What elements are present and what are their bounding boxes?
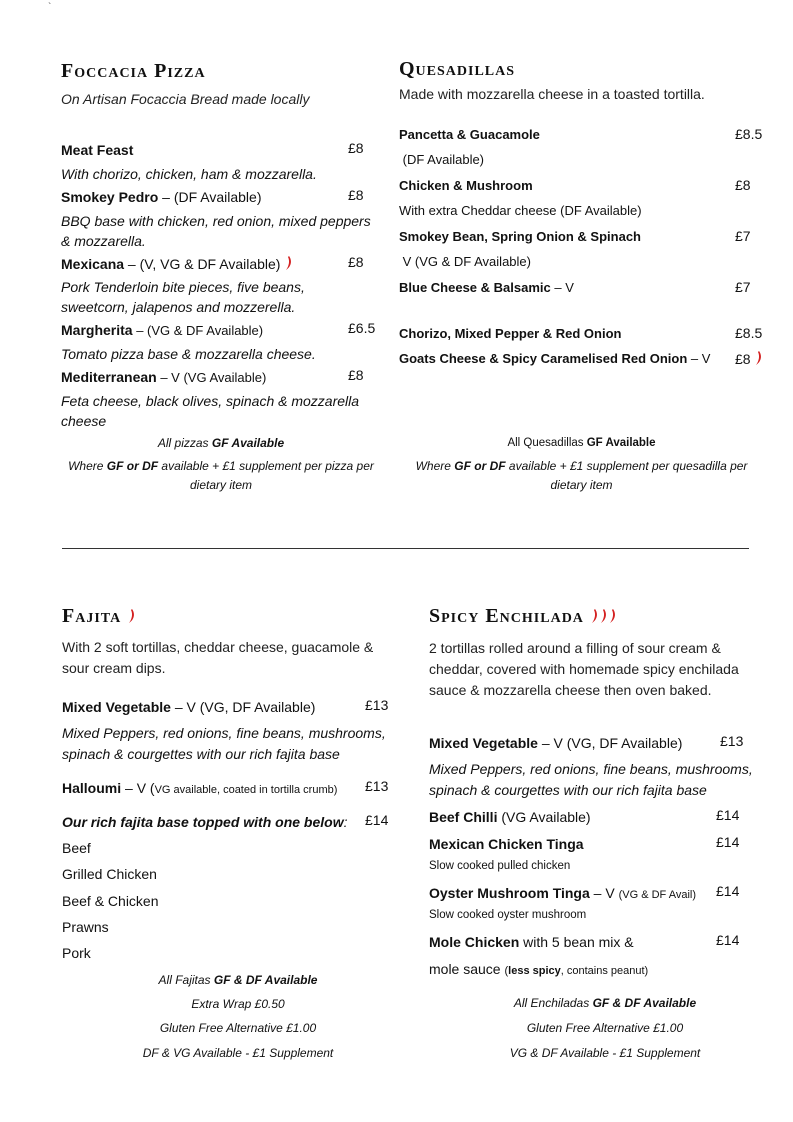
pizza-footer-supplement bbox=[61, 457, 381, 495]
quesadilla-item-name: Chorizo, Mixed Pepper & Red Onion bbox=[399, 326, 622, 341]
enchilada-footer-vg-df: VG & DF Available - £1 Supplement bbox=[509, 1046, 701, 1060]
quesadilla-item-desc: With extra Cheddar cheese (DF Available) bbox=[399, 203, 642, 218]
footer-bold: GF or DF bbox=[454, 459, 506, 473]
enchilada-item-line bbox=[429, 883, 696, 905]
pizza-item-note: – (DF Available) bbox=[158, 189, 262, 205]
pizza-item-desc: Feta cheese, black olives, spinach & mozzarella cheese bbox=[61, 393, 360, 429]
note-bold: less spicy bbox=[508, 965, 561, 977]
pizza-item-line bbox=[61, 254, 293, 274]
quesadilla-item-name: Goats Cheese & Spicy Caramelised Red Onion bbox=[399, 351, 688, 366]
pizza-item-price: £8 bbox=[348, 187, 364, 203]
fajita-subtitle: With 2 soft tortillas, cheddar cheese, guacamole & sour cream dips. bbox=[62, 639, 374, 676]
pizza-item-line bbox=[61, 187, 262, 207]
quesadilla-item-note: – V bbox=[687, 351, 711, 366]
footer-bold: GF Available bbox=[211, 436, 285, 450]
pizza-item-line bbox=[61, 320, 263, 340]
enchilada-footer-gluten-free: Gluten Free Alternative £1.00 bbox=[526, 1021, 684, 1035]
fajita-item-name: Our rich fajita base topped with one below bbox=[62, 814, 344, 830]
fajita-item-note: – V ( bbox=[121, 780, 155, 796]
quesadilla-item-price: £8 bbox=[735, 177, 751, 193]
fajita-title: Fajita bbox=[62, 605, 122, 627]
quesadillas-footer-gf bbox=[399, 435, 764, 451]
pizza-item-name: Margherita bbox=[61, 322, 133, 338]
fajita-item-colon: : bbox=[343, 814, 348, 830]
quesadilla-item-desc: (DF Available) bbox=[399, 152, 485, 167]
footer-bold: GF Available bbox=[586, 437, 656, 449]
footer-text: available + £1 supplement per pizza per dietary item bbox=[158, 459, 374, 492]
fajita-footer-df-vg: DF & VG Available - £1 Supplement bbox=[142, 1046, 334, 1060]
quesadilla-item-price: £7 bbox=[735, 228, 751, 244]
enchilada-item-name: Mexican Chicken Tinga bbox=[429, 836, 584, 852]
pizza-item-line bbox=[61, 367, 266, 387]
enchilada-title: Spicy Enchilada bbox=[429, 605, 584, 627]
fajita-footer-wrap: Extra Wrap £0.50 bbox=[191, 997, 285, 1011]
pizza-item-note: – (VG & DF Available) bbox=[132, 323, 264, 338]
enchilada-item-note: – V (VG, DF Available) bbox=[537, 735, 683, 751]
fajita-item-desc: Mixed Peppers, red onions, fine beans, mushrooms, spinach & courgettes with our rich fajita base bbox=[62, 725, 386, 762]
pizza-item-price: £8 bbox=[348, 367, 364, 383]
quesadillas-title: Quesadillas bbox=[399, 58, 516, 80]
quesadilla-item-price-line bbox=[735, 350, 763, 367]
pizza-item-desc: BBQ base with chicken, red onion, mixed peppers & mozzarella. bbox=[61, 213, 371, 249]
pizza-item-desc: Tomato pizza base & mozzarella cheese. bbox=[61, 346, 316, 362]
quesadilla-item-name: Pancetta & Guacamole bbox=[399, 127, 540, 142]
enchilada-item-line2 bbox=[429, 959, 648, 981]
chili-pepper-icon bbox=[590, 608, 599, 624]
enchilada-item-note: with 5 bean mix & bbox=[519, 934, 634, 950]
pizza-item-note: – (V, VG & DF Available) bbox=[124, 256, 281, 272]
enchilada-item-name: Oyster Mushroom Tinga bbox=[429, 885, 590, 901]
quesadilla-item-price: £8.5 bbox=[735, 325, 763, 341]
fajita-option: Pork bbox=[62, 945, 91, 961]
enchilada-item-text: mole sauce bbox=[429, 961, 505, 977]
quesadilla-item-name: Smokey Bean, Spring Onion & Spinach bbox=[399, 229, 641, 244]
quesadilla-item-price: £8 bbox=[735, 351, 751, 367]
enchilada-item-price: £14 bbox=[716, 883, 740, 899]
enchilada-item-name: Mole Chicken bbox=[429, 934, 520, 950]
footer-bold: GF & DF Available bbox=[592, 996, 697, 1010]
enchilada-item-desc: Slow cooked oyster mushroom bbox=[429, 909, 587, 921]
chili-pepper-icon bbox=[284, 255, 293, 271]
stray-mark: ` bbox=[48, 2, 52, 13]
pizza-item-name: Smokey Pedro bbox=[61, 189, 159, 205]
fajita-item-price: £13 bbox=[365, 697, 389, 713]
footer-text: available + £1 supplement per quesadilla per dietary item bbox=[505, 459, 748, 492]
quesadillas-subtitle: Made with mozzarella cheese in a toasted tortilla. bbox=[399, 86, 705, 102]
quesadillas-footer-supplement bbox=[399, 457, 764, 495]
pizza-footer-gf bbox=[61, 435, 381, 451]
footer-text: All pizzas bbox=[157, 436, 212, 450]
enchilada-title-line bbox=[429, 605, 617, 628]
footer-text: All Enchiladas bbox=[513, 996, 593, 1010]
section-divider bbox=[62, 548, 749, 549]
pizza-subtitle: On Artisan Focaccia Bread made locally bbox=[61, 91, 310, 107]
fajita-footer-gf bbox=[62, 972, 414, 988]
pizza-title: Foccacia Pizza bbox=[61, 60, 206, 82]
footer-bold: GF or DF bbox=[106, 459, 159, 473]
pizza-item-price: £8 bbox=[348, 254, 364, 270]
fajita-item-name: Mixed Vegetable bbox=[62, 699, 171, 715]
pizza-item-price: £8 bbox=[348, 140, 364, 156]
note-text: ( bbox=[504, 965, 509, 977]
enchilada-item-note-small bbox=[504, 965, 648, 977]
fajita-title-line bbox=[62, 605, 136, 628]
chili-pepper-icon bbox=[127, 608, 136, 624]
enchilada-item-name: Beef Chilli bbox=[429, 809, 498, 825]
quesadilla-item-price: £7 bbox=[735, 279, 751, 295]
enchilada-item-price: £14 bbox=[716, 807, 740, 823]
pizza-item-name: Mexicana bbox=[61, 256, 125, 272]
enchilada-item-note: (VG Available) bbox=[497, 809, 591, 825]
fajita-footer-gluten-free: Gluten Free Alternative £1.00 bbox=[159, 1021, 317, 1035]
quesadilla-item-note: – V bbox=[550, 280, 574, 295]
quesadilla-item-line bbox=[399, 350, 710, 368]
quesadilla-item-desc: V (VG & DF Available) bbox=[399, 254, 531, 269]
quesadilla-item-name: Blue Cheese & Balsamic bbox=[399, 280, 551, 295]
fajita-option: Beef & Chicken bbox=[62, 893, 159, 909]
enchilada-item-note-small: (VG & DF Avail) bbox=[618, 889, 697, 901]
quesadilla-item-name: Chicken & Mushroom bbox=[399, 178, 533, 193]
pizza-item-name: Meat Feast bbox=[61, 142, 134, 158]
enchilada-item-desc: Slow cooked pulled chicken bbox=[429, 860, 571, 872]
fajita-item-price: £13 bbox=[365, 778, 389, 794]
enchilada-item-price: £14 bbox=[716, 932, 740, 948]
fajita-item-note: – V (VG, DF Available) bbox=[170, 699, 316, 715]
pizza-item-desc: Pork Tenderloin bite pieces, five beans, sweetcorn, jalapenos and mozzerella. bbox=[61, 279, 305, 315]
footer-text: Where bbox=[68, 459, 107, 473]
pizza-item-price: £6.5 bbox=[348, 320, 376, 336]
enchilada-item-note: – V bbox=[589, 885, 619, 901]
chili-pepper-icon bbox=[599, 608, 608, 624]
footer-text: All Fajitas bbox=[158, 973, 214, 987]
note-text: , contains peanut) bbox=[560, 965, 649, 977]
enchilada-item-name: Mixed Vegetable bbox=[429, 735, 538, 751]
fajita-item-line bbox=[62, 778, 337, 800]
fajita-item-line bbox=[62, 697, 315, 717]
chili-pepper-icon bbox=[754, 350, 763, 366]
fajita-item-name: Halloumi bbox=[62, 780, 122, 796]
quesadilla-item-line bbox=[399, 279, 574, 297]
fajita-item-price: £14 bbox=[365, 812, 389, 828]
enchilada-item-price: £14 bbox=[716, 834, 740, 850]
footer-text: All Quesadillas bbox=[507, 437, 587, 449]
enchilada-item-line bbox=[429, 733, 682, 753]
quesadilla-item-price: £8.5 bbox=[735, 126, 763, 142]
enchilada-footer-gf bbox=[429, 995, 781, 1011]
enchilada-subtitle: 2 tortillas rolled around a filling of sour cream & cheddar, covered with homemade spicy enchilada sauce & mozzarella cheese then oven baked. bbox=[429, 640, 739, 698]
fajita-option: Prawns bbox=[62, 919, 109, 935]
enchilada-item-desc: Mixed Peppers, red onions, fine beans, mushrooms, spinach & courgettes with our rich fajita base bbox=[429, 761, 753, 798]
chili-pepper-icon bbox=[608, 608, 617, 624]
fajita-option: Beef bbox=[62, 840, 91, 856]
pizza-item-name: Mediterranean bbox=[61, 369, 157, 385]
fajita-item-line bbox=[62, 812, 347, 832]
pizza-item-desc: With chorizo, chicken, ham & mozzarella. bbox=[61, 166, 317, 182]
footer-text: Where bbox=[415, 459, 455, 473]
enchilada-item-line bbox=[429, 932, 634, 952]
fajita-option: Grilled Chicken bbox=[62, 866, 157, 882]
enchilada-item-line bbox=[429, 807, 591, 827]
fajita-item-note-small: VG available, coated in tortilla crumb) bbox=[154, 784, 338, 796]
pizza-item-note: – V (VG Available) bbox=[156, 370, 267, 385]
footer-bold: GF & DF Available bbox=[213, 973, 318, 987]
enchilada-item-price: £13 bbox=[720, 733, 744, 749]
